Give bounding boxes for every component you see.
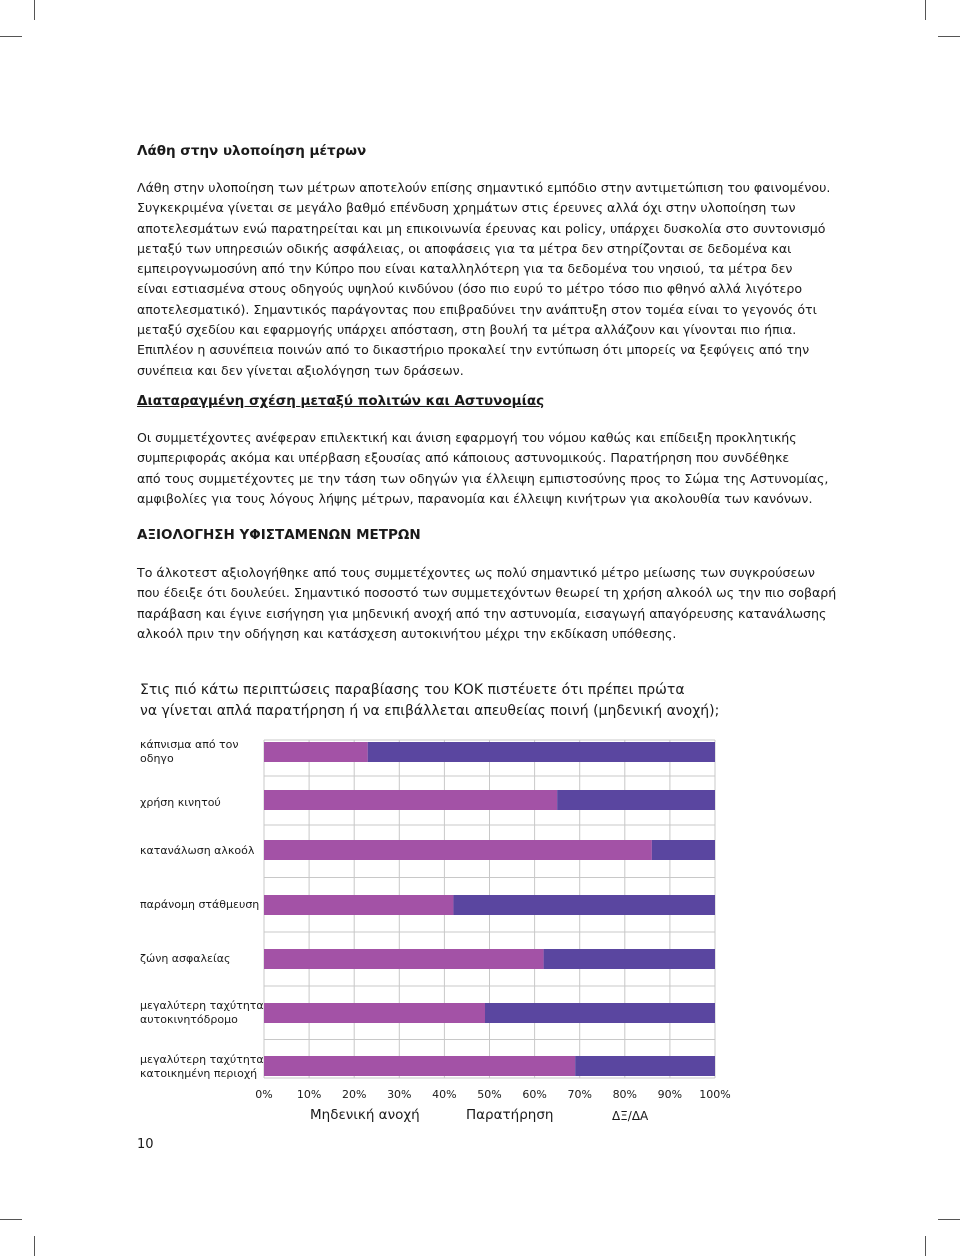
bar-segment-warning xyxy=(544,949,715,969)
x-tick-label: 30% xyxy=(387,1088,412,1101)
category-label-line: κατοικημένη περιοχή xyxy=(140,1067,258,1080)
section-heading: Λάθη στην υλοποίηση μέτρων xyxy=(137,143,367,159)
text-line: Συγκεκριμένα γίνεται σε μεγάλο βαθμό επένδυση χρημάτων στις έρευνες αλλά όχι στην υλοποίηση των xyxy=(137,200,796,216)
text-line: μεταξύ των υπηρεσιών οδικής ασφάλειας, οι αποφάσεις για τα μέτρα δεν στηρίζονται σε δεδομένα και xyxy=(137,240,792,256)
x-tick-label: 50% xyxy=(477,1088,502,1101)
category-label-line: μεγαλύτερη ταχύτητα xyxy=(140,999,264,1012)
chart-title-line: να γίνεται απλά παρατήρηση ή να επιβάλλεται απευθείας ποινή (μηδενική ανοχή); xyxy=(140,703,720,719)
text-line: αποτελεσμάτων ενώ παρατηρείται και μη επικοινωνία έρευνας και policy, υπάρχει δυσκολία στο συντονισμό xyxy=(137,220,826,236)
text-line: αλκοόλ πριν την οδήγηση και κατάσχεση αυτοκινήτου μέχρι την εκδίκαση υπόθεσης. xyxy=(137,625,677,641)
bar-segment-warning xyxy=(557,790,715,810)
legend-item-warning: Παρατήρηση xyxy=(466,1107,554,1123)
bar-segment-zero-tolerance xyxy=(264,840,652,860)
text-line: από τους συμμετέχοντες με την τάση των οδηγών για έλλειψη εμπιστοσύνης προς το Σώμα της Αστυνομίας, xyxy=(137,470,829,486)
bar-segment-zero-tolerance xyxy=(264,895,453,915)
text-line: που έδειξε ότι δουλεύει. Σημαντικό ποσοστό των συμμετεχόντων θεωρεί τη χρήση αλκοόλ ως την πιο σοβαρή xyxy=(137,585,837,601)
x-tick-label: 90% xyxy=(657,1088,683,1101)
legend-item-dk-na: ΔΞ/ΔΑ xyxy=(612,1109,649,1123)
category-label-line: κατανάλωση αλκοόλ xyxy=(140,844,255,857)
text-line: συνέπεια και δεν γίνεται αξιολόγηση των δράσεων. xyxy=(137,362,464,378)
category-label-line: κάπνισμα από τον xyxy=(140,738,239,751)
text-line: Λάθη στην υλοποίηση των μέτρων αποτελούν επίσης σημαντικό εμπόδιο στην αντιμετώπιση του φαινομένου. xyxy=(137,180,831,195)
x-tick-label: 10% xyxy=(296,1088,322,1101)
bar-segment-warning xyxy=(368,742,715,762)
text-line: αμφιβολίες για τους λόγους λήψης μέτρων, παρανομία και έλλειψη κινήτρων για ακολουθία των κανόνων. xyxy=(137,490,813,506)
text-line: είναι εστιασμένα στους οδηγούς υψηλού κινδύνου (όσο πιο ευρύ το μέτρο τόσο πιο φθηνό αλλά λιγότερο xyxy=(137,281,803,297)
bar-segment-zero-tolerance xyxy=(264,949,544,969)
bar-segment-zero-tolerance xyxy=(264,742,368,762)
text-line: παράβαση και έγινε εισήγηση για μηδενική ανοχή από την αστυνομία, εισαγωγή απαγόρευσης κατανάλωσης xyxy=(137,605,827,621)
category-label-line: παράνομη στάθμευση xyxy=(140,898,260,911)
text-line: Οι συμμετέχοντες ανέφεραν επιλεκτική και άνιση εφαρμογή του νόμου καθώς και επίδειξη προκλητικής xyxy=(137,430,797,445)
page-number: 10 xyxy=(137,1137,154,1152)
bar-segment-zero-tolerance xyxy=(264,1003,485,1023)
x-tick-label: 70% xyxy=(567,1088,592,1101)
text-line: συμπεριφοράς ακόμα και υπέρβαση εξουσίας από κάποιους αστυνομικούς. Παρατήρηση που συνδέθηκε xyxy=(137,450,790,466)
text-line: Επιπλέον η ασυνέπεια ποινών από το δικαστήριο προκαλεί την εντύπωση ότι μπορείς να ξεφύγεις από την xyxy=(137,342,810,358)
text-line: αποτελεσματικό). Σημαντικός παράγοντας που επιβραδύνει την ανάπτυξη στον τομέα είναι το γεγονός ότι xyxy=(137,301,817,317)
category-label-line: αυτοκινητόδρομο xyxy=(140,1013,238,1026)
x-tick-label: 60% xyxy=(522,1088,547,1101)
chart-title-line: Στις πιό κάτω περιπτώσεις παραβίασης του ΚΟΚ πιστέυετε ότι πρέπει πρώτα xyxy=(140,682,685,698)
bar-segment-warning xyxy=(453,895,715,915)
legend-item-zero-tolerance: Μηδενική ανοχή xyxy=(310,1107,420,1123)
text-line: εμπειρογνωμοσύνη από την Κύπρο που είναι καταλληλότερη για τα δεδομένα του νησιού, τα μέτρα δεν xyxy=(137,261,793,277)
x-tick-label: 100% xyxy=(699,1088,731,1101)
text-line: μεταξύ σχεδίου και εφαρμογής υπάρχει απόσταση, στη βουλή τα μέτρα αλλάζουν και γίνονται πιο ήπια. xyxy=(137,322,797,338)
text-line: Το άλκοτεστ αξιολογήθηκε από τους συμμετέχοντες ως πολύ σημαντικό μέτρο μείωσης των συγκρούσεων xyxy=(137,565,815,580)
category-label-line: μεγαλύτερη ταχύτητα xyxy=(140,1053,264,1066)
bar-segment-zero-tolerance xyxy=(264,1056,575,1076)
x-tick-label: 20% xyxy=(341,1088,367,1101)
bar-segment-warning xyxy=(652,840,715,860)
x-tick-label: 80% xyxy=(612,1088,638,1101)
section-heading: ΑΞΙΟΛΟΓΗΣΗ ΥΦΙΣΤΑΜΕΝΩΝ ΜΕΤΡΩΝ xyxy=(137,527,421,543)
category-label-line: χρήση κινητού xyxy=(140,796,221,809)
bar-segment-warning xyxy=(575,1056,715,1076)
x-tick-label: 0% xyxy=(255,1088,273,1101)
section-heading: Διαταραγμένη σχέση μεταξύ πολιτών και Αστυνομίας xyxy=(137,393,545,409)
x-tick-label: 40% xyxy=(432,1088,457,1101)
category-label-line: οδηγο xyxy=(140,752,174,765)
category-label-line: ζώνη ασφαλείας xyxy=(140,952,231,965)
bar-segment-warning xyxy=(485,1003,715,1023)
bar-segment-zero-tolerance xyxy=(264,790,557,810)
